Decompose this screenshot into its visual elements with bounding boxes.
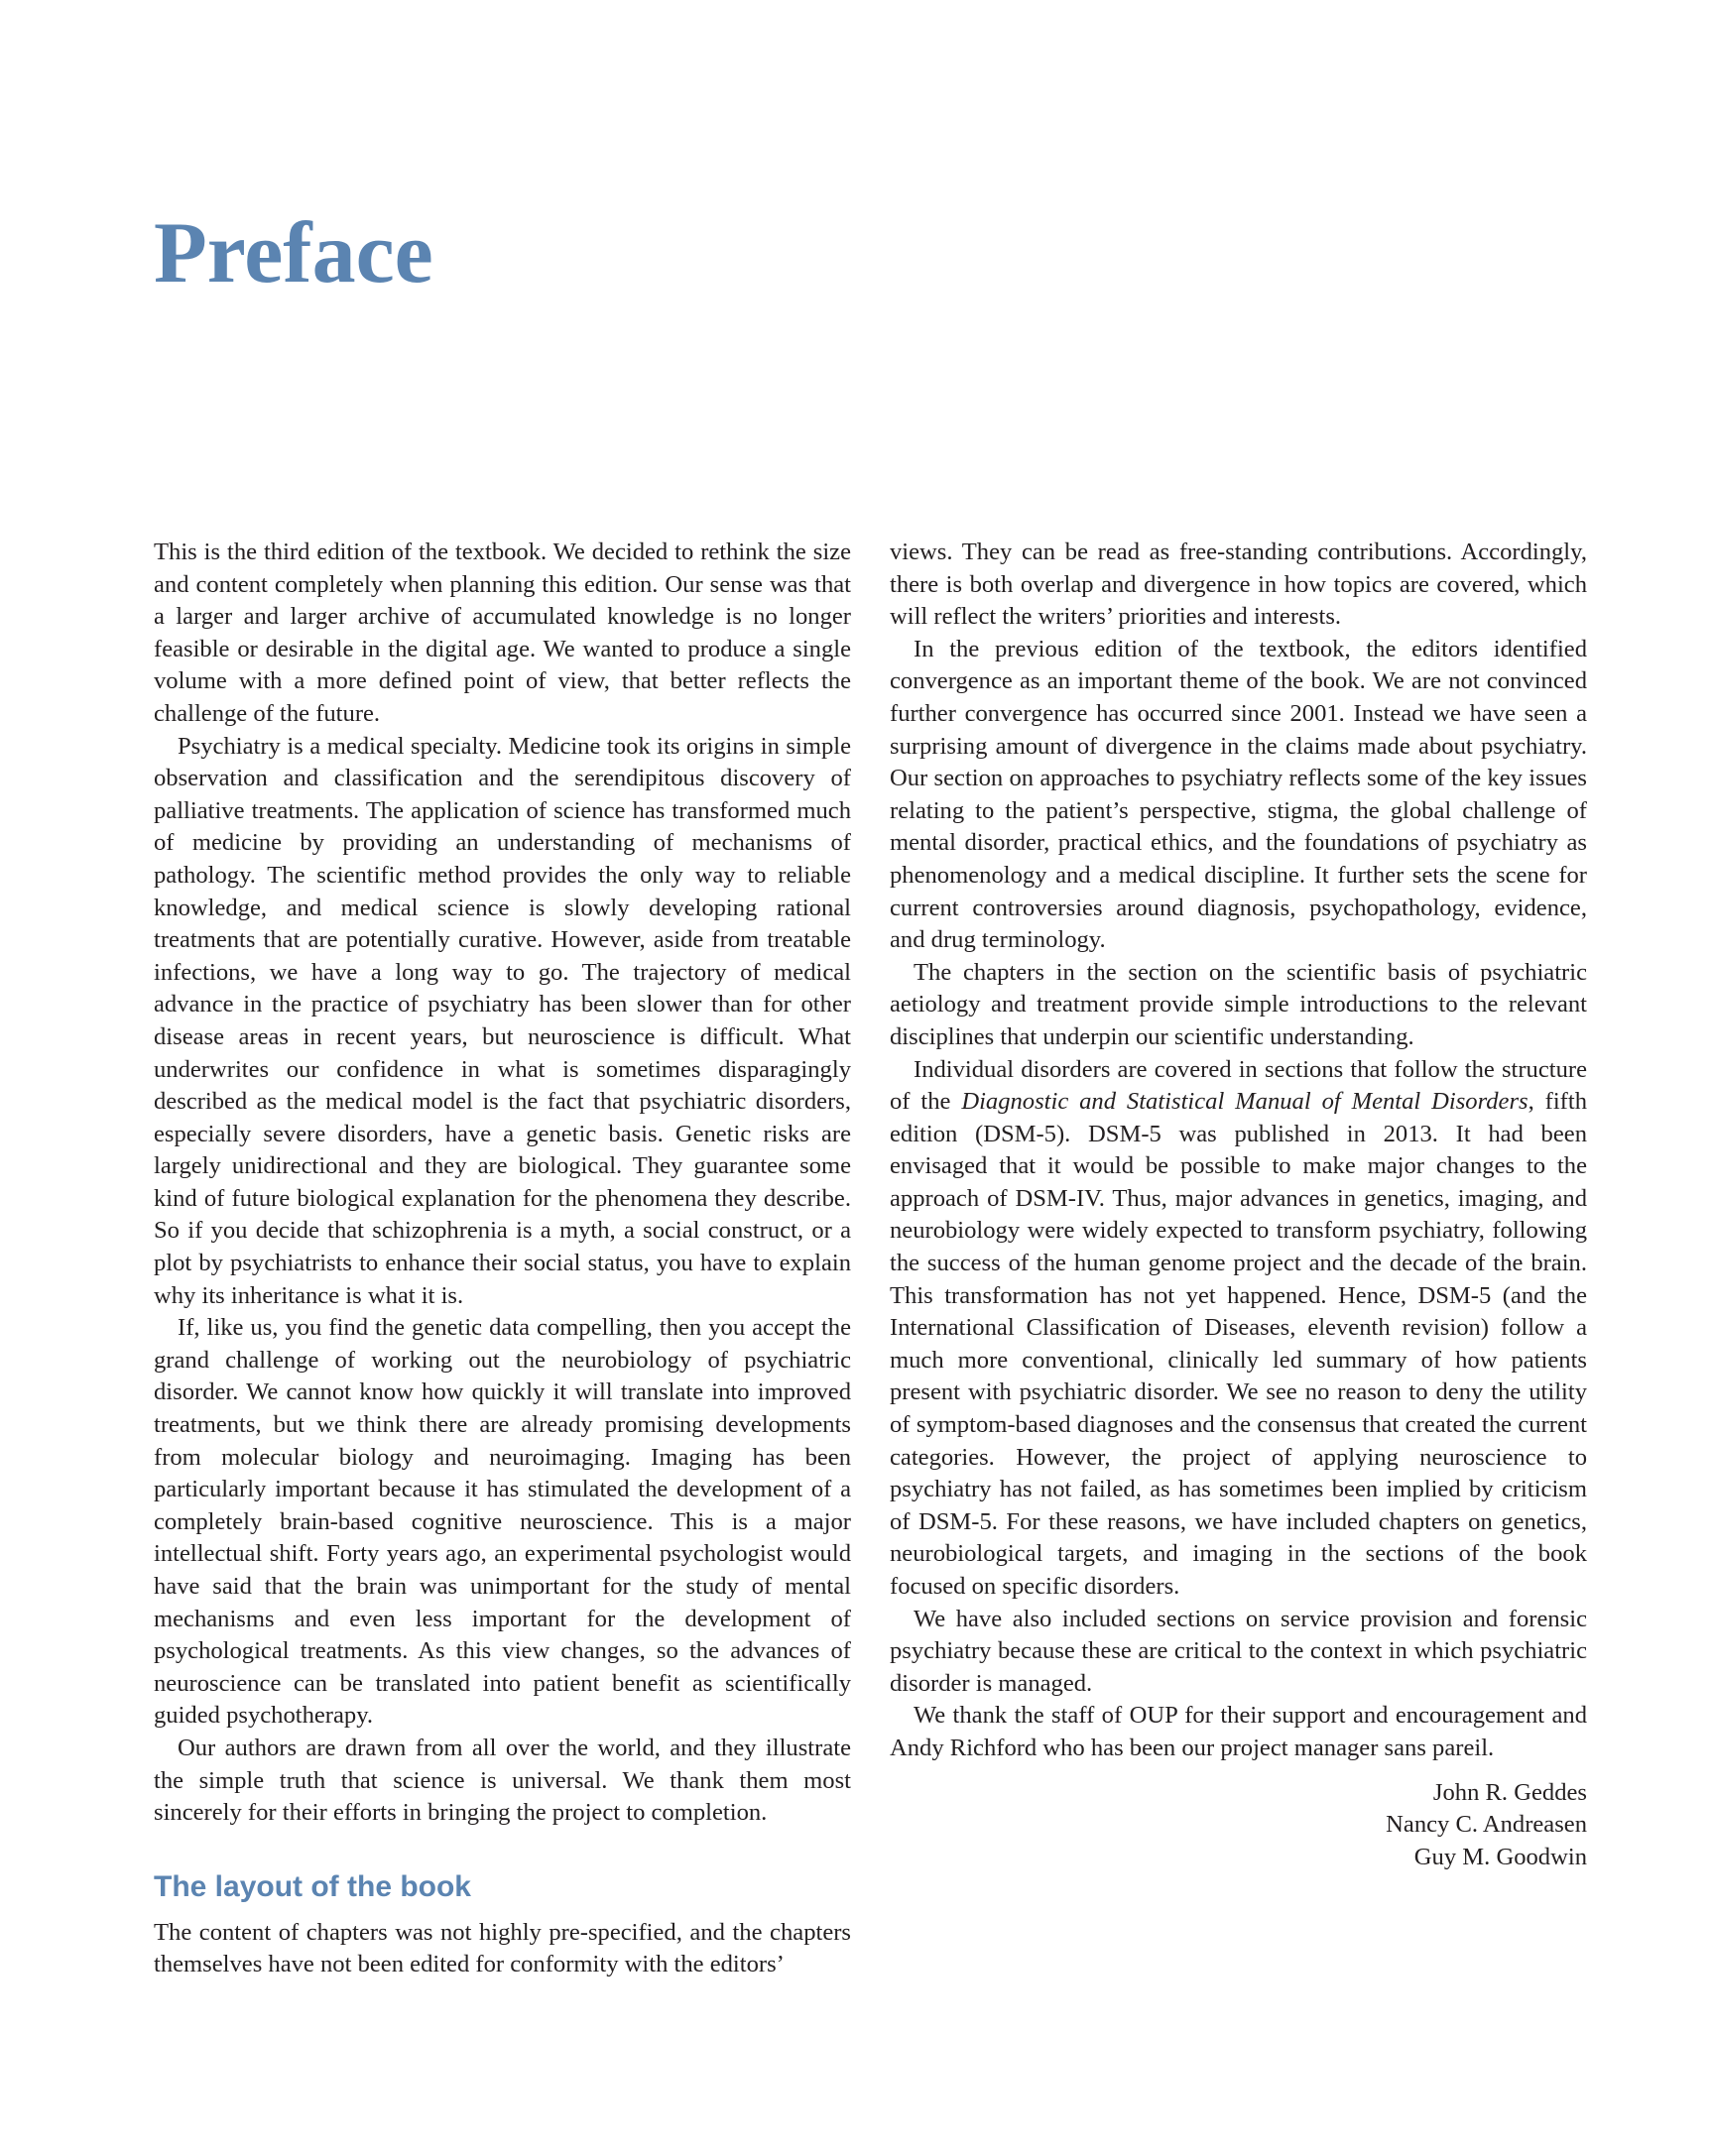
section-heading-layout: The layout of the book <box>154 1869 471 1903</box>
paragraph-genetic-data: If, like us, you find the genetic data compelling, then you accept the grand challenge of working out the neurobiology of psychiatric disorder. We cannot know how quickly it will translate into improved treatments, but we think there are already promising developments from molecular biology and neuroimaging. Imaging has been particularly important because it has stimulated the development of a completely brain-based cognitive neuroscience. This is a major intellectual shift. Forty years ago, an experimental psychologist would have said that the brain was unimportant for the study of mental mechanisms and even less important for the development of psychological treatments. As this view changes, so the advances of neuroscience can be translated into patient benefit as scientifically guided psychotherapy. <box>154 1314 851 1730</box>
right-column <box>890 537 1587 1873</box>
paragraph-continued: views. They can be read as free-standing contributions. Accordingly, there is both overlap and divergence in how topics are covered, which will reflect the writers’ priorities and interests. <box>890 539 1587 631</box>
dsm5-text-end: , fifth edition (DSM-5). DSM-5 was published in 2013. It had been envisaged that it would be possible to make major changes to the approach of DSM-IV. Thus, major advances in genetics, imaging, and neurobiology were widely expected to transform psychiatry, following the success of the human genome project and the decade of the brain. This transformation has not yet happened. Hence, DSM-5 (and the International Classification of Diseases, eleventh revision) follow a much more conventional, clinically led summary of how patients present with psychiatric disorder. We see no reason to deny the utility of symptom-based diagnoses and the consensus that created the current categories. However, the project of applying neuroscience to psychiatry has not failed, as has sometimes been implied by criticism of DSM-5. For these reasons, we have included chapters on genetics, neurobiological targets, and imaging in the sections of the book focused on specific disorders. <box>890 1088 1587 1600</box>
page-title: Preface <box>154 205 433 301</box>
left-column <box>154 537 851 1981</box>
dsm-manual-title: Diagnostic and Statistical Manual of Mental Disorders <box>961 1088 1528 1116</box>
paragraph-convergence: In the previous edition of the textbook, the editors identified convergence as an important theme of the book. We are not convinced further convergence has occurred since 2001. Instead we have seen a surprising amount of divergence in the claims made about psychiatry. Our section on approaches to psychiatry reflects some of the key issues relating to the patient’s perspective, stigma, the global challenge of mental disorder, practical ethics, and the foundations of psychiatry as phenomenology and a medical discipline. It further sets the scene for current controversies around diagnosis, psychopathology, evidence, and drug terminology. <box>890 635 1587 954</box>
paragraph-layout: The content of chapters was not highly pre-specified, and the chapters themselves have not been edited for conformity with the editors’ <box>154 1918 851 1978</box>
paragraph-dsm5 <box>890 1054 1587 1604</box>
paragraph-thanks: We thank the staff of OUP for their support and encouragement and Andy Richford who has been our project manager sans pareil. <box>890 1702 1587 1761</box>
dsm5-text-start: Individual disorders are covered in sections that follow the structure of the <box>890 1055 1587 1116</box>
paragraph-scientific-basis: The chapters in the section on the scientific basis of psychiatric aetiology and treatment provide simple introductions to the relevant disciplines that underpin our scientific understanding. <box>890 958 1587 1050</box>
signature-name: John R. Geddes <box>1432 1778 1587 1806</box>
signature-name: Guy M. Goodwin <box>1413 1843 1587 1870</box>
paragraph-authors: Our authors are drawn from all over the world, and they illustrate the simple truth that science is universal. We thank them most sincerely for their efforts in bringing the project to completion. <box>154 1734 851 1827</box>
signature-block <box>890 1777 1587 1874</box>
signature-name: Nancy C. Andreasen <box>1386 1811 1587 1839</box>
paragraph-psychiatry-specialty: Psychiatry is a medical specialty. Medicine took its origins in simple observation and classification and the serendipitous discovery of palliative treatments. The application of science has transformed much of medicine by providing an understanding of mechanisms of pathology. The scientific method provides the only way to reliable knowledge, and medical science is slowly developing rational treatments that are potentially curative. However, aside from treatable infections, we have a long way to go. The trajectory of medical advance in the practice of psychiatry has been slower than for other disease areas in recent years, but neuroscience is difficult. What underwrites our confidence in what is sometimes disparagingly described as the medical model is the fact that psychiatric disorders, especially severe disorders, have a genetic basis. Genetic risks are largely unidirectional and they are biological. They guarantee some kind of future biological explanation for the phenomena they describe. So if you decide that schizophrenia is a myth, a social construct, or a plot by psychiatrists to enhance their social status, you have to explain why its inheritance is what it is. <box>154 732 851 1309</box>
paragraph-service-provision: We have also included sections on service provision and forensic psychiatry because these are critical to the context in which psychiatric disorder is managed. <box>890 1605 1587 1697</box>
paragraph-intro: This is the third edition of the textbook. We decided to rethink the size and content completely when planning this edition. Our sense was that a larger and larger archive of accumulated knowledge is no longer feasible or desirable in the digital age. We wanted to produce a single volume with a more defined point of view, that better reflects the challenge of the future. <box>154 539 851 727</box>
